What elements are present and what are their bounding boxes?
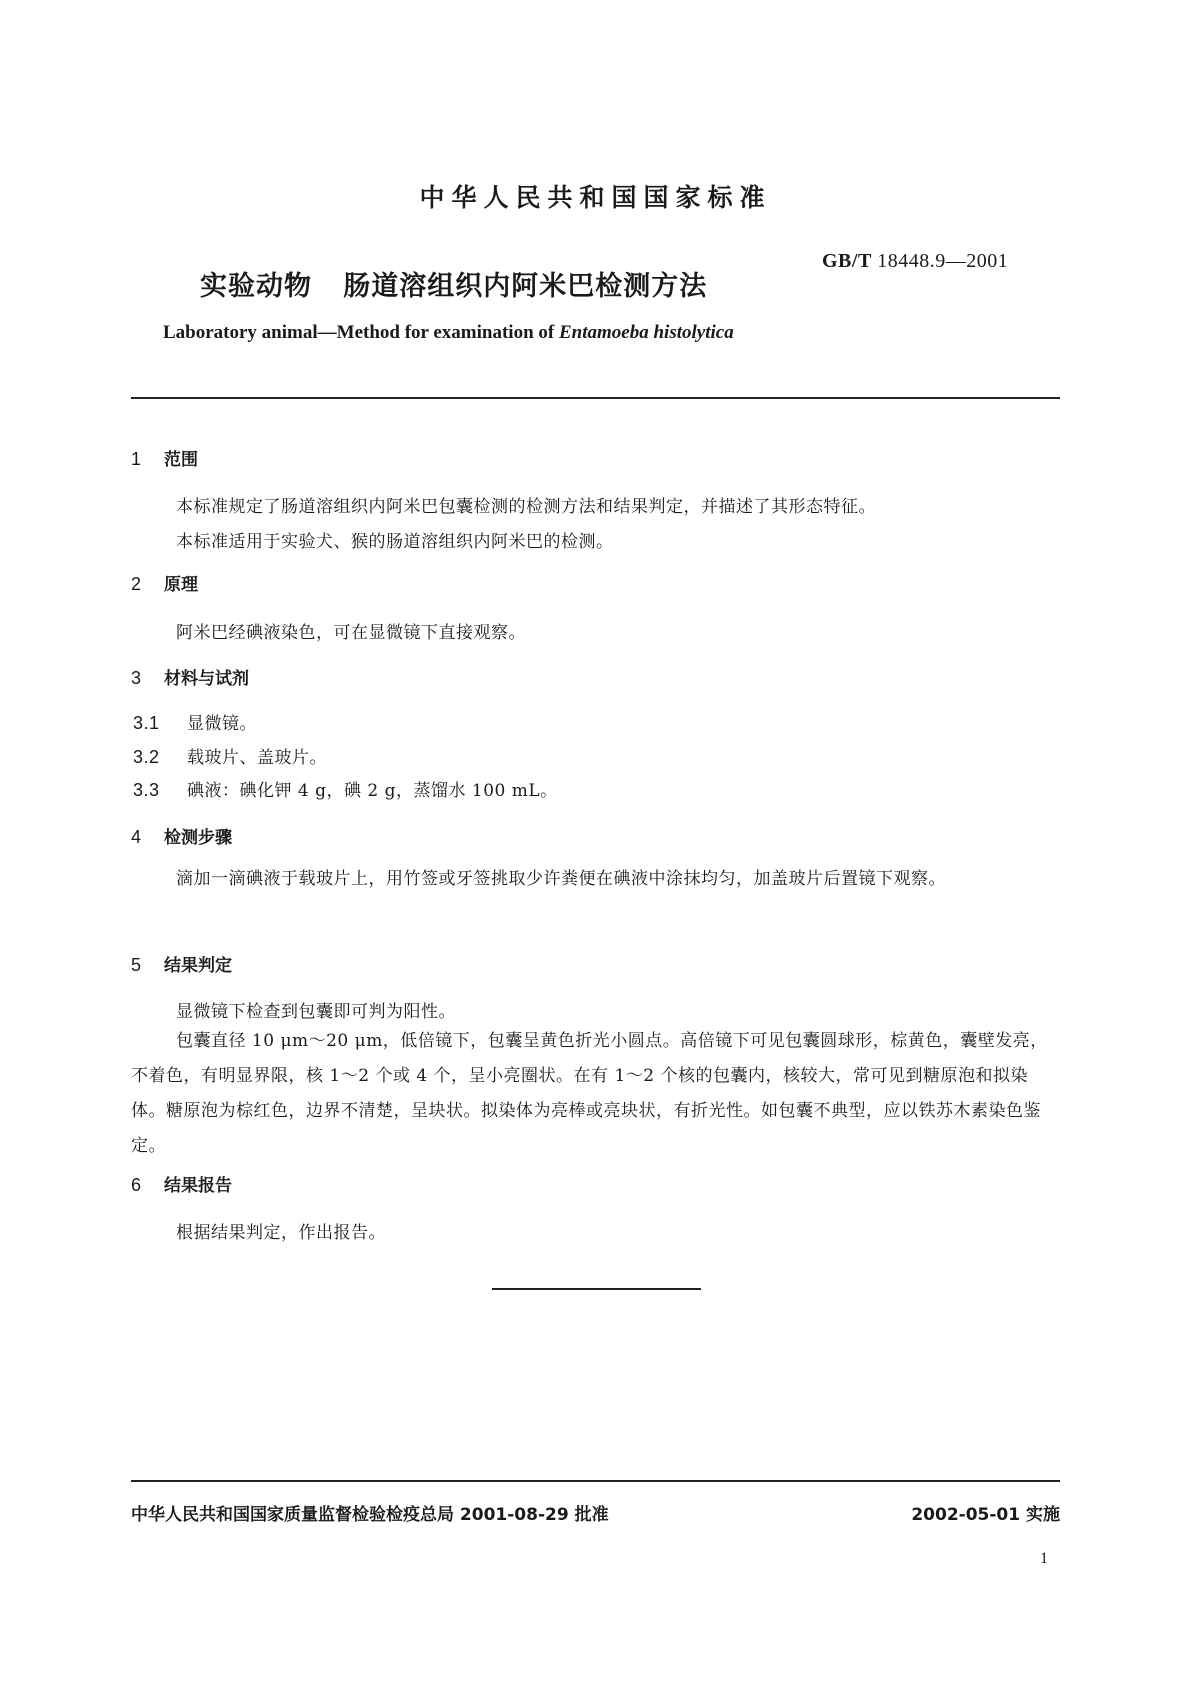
item-text: 显微镜。 (187, 714, 257, 734)
standard-code-number: 18448.9—2001 (877, 250, 1009, 272)
section-1-paragraph-2: 本标准适用于实验犬、猴的肠道溶组织内阿米巴的检测。 (176, 532, 614, 552)
document-title-zh (200, 264, 707, 303)
standard-code (822, 250, 1008, 273)
section-number: 1 (131, 449, 142, 469)
section-5-paragraph-1: 显微镜下检查到包囊即可判为阳性。 (176, 1002, 456, 1022)
approval-date: 中华人民共和国国家质量监督检验检疫总局 2001-08-29 批准 (131, 1505, 609, 1525)
section-6-paragraph-1: 根据结果判定，作出报告。 (176, 1223, 386, 1243)
section-title: 结果报告 (164, 1176, 232, 1196)
title-zh-part1: 实验动物 (200, 271, 312, 302)
item-text: 载玻片、盖玻片。 (187, 748, 327, 768)
section-2-heading (131, 570, 198, 595)
section-title: 检测步骤 (164, 828, 232, 848)
section-2-paragraph-1: 阿米巴经碘液染色，可在显微镜下直接观察。 (176, 623, 526, 643)
section-title: 原理 (164, 575, 198, 595)
section-title: 结果判定 (164, 956, 232, 976)
item-number: 3.3 (133, 780, 160, 800)
section-1-heading (131, 445, 198, 470)
section-5-heading (131, 951, 232, 976)
section-number: 5 (131, 955, 142, 975)
standard-code-prefix: GB/T (822, 250, 872, 272)
section-title: 材料与试剂 (164, 669, 249, 689)
title-en-main: Laboratory animal—Method for examination of (163, 322, 555, 343)
section-number: 6 (131, 1175, 142, 1195)
section-number: 3 (131, 668, 142, 688)
document-title-en (163, 322, 734, 344)
item-number: 3.1 (133, 713, 160, 733)
page-number: 1 (1040, 1550, 1048, 1567)
section-number: 4 (131, 827, 142, 847)
title-en-italic: Entamoeba histolytica (559, 322, 734, 343)
item-number: 3.2 (133, 747, 160, 767)
section-4-paragraph-1: 滴加一滴碘液于载玻片上，用竹签或牙签挑取少许粪便在碘液中涂抹均匀，加盖玻片后置镜下观察。 (176, 869, 946, 889)
section-3-item-3 (133, 776, 558, 801)
implementation-date: 2002-05-01 实施 (911, 1505, 1060, 1525)
header-divider (131, 397, 1060, 399)
title-zh-part2: 肠道溶组织内阿米巴检测方法 (343, 271, 708, 302)
section-title: 范围 (164, 450, 198, 470)
national-standard-heading: 中华人民共和国国家标准 (419, 183, 772, 212)
section-3-heading (131, 664, 249, 689)
section-5-paragraph-2: 包囊直径 10 μm～20 μm，低倍镜下，包囊呈黄色折光小圆点。高倍镜下可见包囊圆球形，棕黄色，囊壁发亮，不着色，有明显界限，核 1～2 个或 4 个，呈小亮圈状。在有 1～2 个核的包囊内，核较大，常可见到糖原泡和拟染体。糖原泡为棕红色，边界不清楚，呈块状。拟染体为亮棒或亮块状，有折光性。如包囊不典型，应以铁苏木素染色鉴定。 (131, 1031, 1048, 1156)
section-3-item-1 (133, 709, 257, 734)
footer-divider (131, 1480, 1060, 1482)
section-number: 2 (131, 574, 142, 594)
section-1-paragraph-1: 本标准规定了肠道溶组织内阿米巴包囊检测的检测方法和结果判定，并描述了其形态特征。 (176, 497, 876, 517)
section-4-heading (131, 823, 232, 848)
section-6-heading (131, 1171, 232, 1196)
end-of-text-line (492, 1288, 701, 1290)
section-3-item-2 (133, 743, 327, 768)
item-text: 碘液：碘化钾 4 g，碘 2 g，蒸馏水 100 mL。 (187, 781, 558, 801)
